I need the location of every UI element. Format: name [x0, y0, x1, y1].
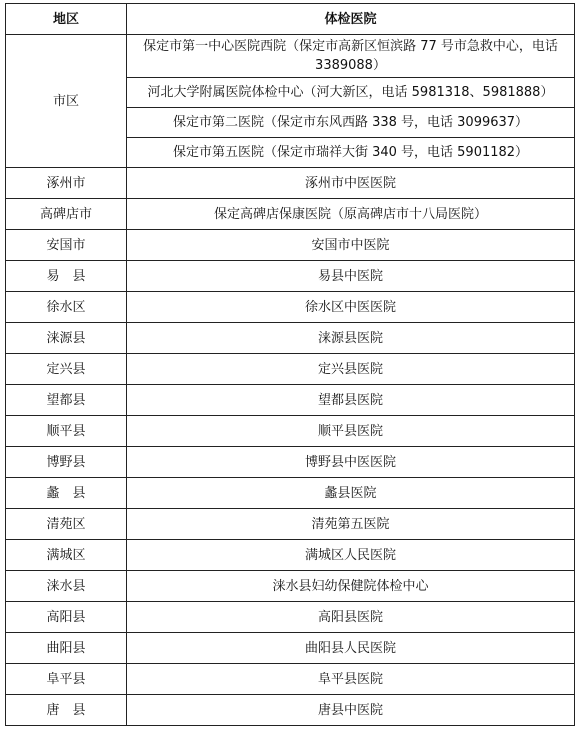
- hospital-cell: 蠡县医院: [127, 478, 575, 509]
- region-cell: 涞源县: [6, 323, 127, 354]
- table-row: [6, 602, 575, 633]
- table-row: [6, 323, 575, 354]
- table-row: [6, 633, 575, 664]
- hospital-cell: 徐水区中医医院: [127, 292, 575, 323]
- region-cell: 清苑区: [6, 509, 127, 540]
- hospital-cell: 阜平县医院: [127, 664, 575, 695]
- table-row: [6, 292, 575, 323]
- region-cell: 安国市: [6, 230, 127, 261]
- region-cell: 涿州市: [6, 168, 127, 199]
- table-row: [6, 199, 575, 230]
- hospital-cell: 保定市第五医院（保定市瑞祥大街 340 号，电话 5901182）: [127, 138, 575, 168]
- hospital-cell: 河北大学附属医院体检中心（河大新区，电话 5981318、5981888）: [127, 78, 575, 108]
- region-cell: 易 县: [6, 261, 127, 292]
- region-cell: 定兴县: [6, 354, 127, 385]
- hospital-table-container: [5, 3, 575, 726]
- hospital-cell: 唐县中医院: [127, 695, 575, 726]
- region-cell: 徐水区: [6, 292, 127, 323]
- region-cell: 顺平县: [6, 416, 127, 447]
- hospital-cell: 满城区人民医院: [127, 540, 575, 571]
- region-cell: 高碑店市: [6, 199, 127, 230]
- table-row: [6, 571, 575, 602]
- table-row: [6, 540, 575, 571]
- hospital-cell: 易县中医院: [127, 261, 575, 292]
- region-cell: 曲阳县: [6, 633, 127, 664]
- hospital-cell: 涿州市中医医院: [127, 168, 575, 199]
- header-hospital: 体检医院: [127, 4, 575, 35]
- table-header-row: [6, 4, 575, 35]
- hospital-cell: 保定高碑店保康医院（原高碑店市十八局医院）: [127, 199, 575, 230]
- hospital-cell: 博野县中医医院: [127, 447, 575, 478]
- header-region: 地区: [6, 4, 127, 35]
- table-row: [6, 416, 575, 447]
- table-row: [6, 261, 575, 292]
- hospital-cell: 曲阳县人民医院: [127, 633, 575, 664]
- hospital-cell: 高阳县医院: [127, 602, 575, 633]
- table-row: [6, 478, 575, 509]
- table-row: [6, 447, 575, 478]
- table-row: [6, 35, 575, 78]
- hospital-cell: 涞水县妇幼保健院体检中心: [127, 571, 575, 602]
- region-cell: 满城区: [6, 540, 127, 571]
- table-body: [6, 35, 575, 726]
- hospital-cell: 顺平县医院: [127, 416, 575, 447]
- region-cell: 高阳县: [6, 602, 127, 633]
- hospital-cell: 清苑第五医院: [127, 509, 575, 540]
- hospital-cell: 保定市第二医院（保定市东风西路 338 号，电话 3099637）: [127, 108, 575, 138]
- region-cell: 涞水县: [6, 571, 127, 602]
- table-row: [6, 354, 575, 385]
- table-row: [6, 695, 575, 726]
- region-cell: 望都县: [6, 385, 127, 416]
- hospital-cell: 望都县医院: [127, 385, 575, 416]
- hospital-cell: 保定市第一中心医院西院（保定市高新区恒滨路 77 号市急救中心，电话 3389088）: [127, 35, 575, 78]
- region-cell: 蠡 县: [6, 478, 127, 509]
- region-cell: 博野县: [6, 447, 127, 478]
- table-row: [6, 509, 575, 540]
- region-cell: 阜平县: [6, 664, 127, 695]
- region-cell: 唐 县: [6, 695, 127, 726]
- hospital-cell: 定兴县医院: [127, 354, 575, 385]
- table-row: [6, 664, 575, 695]
- table-row: [6, 230, 575, 261]
- hospital-cell: 安国市中医院: [127, 230, 575, 261]
- table-row: [6, 385, 575, 416]
- table-row: [6, 168, 575, 199]
- hospital-table: [5, 3, 575, 726]
- hospital-cell: 涞源县医院: [127, 323, 575, 354]
- region-cell-city-district: 市区: [6, 35, 127, 168]
